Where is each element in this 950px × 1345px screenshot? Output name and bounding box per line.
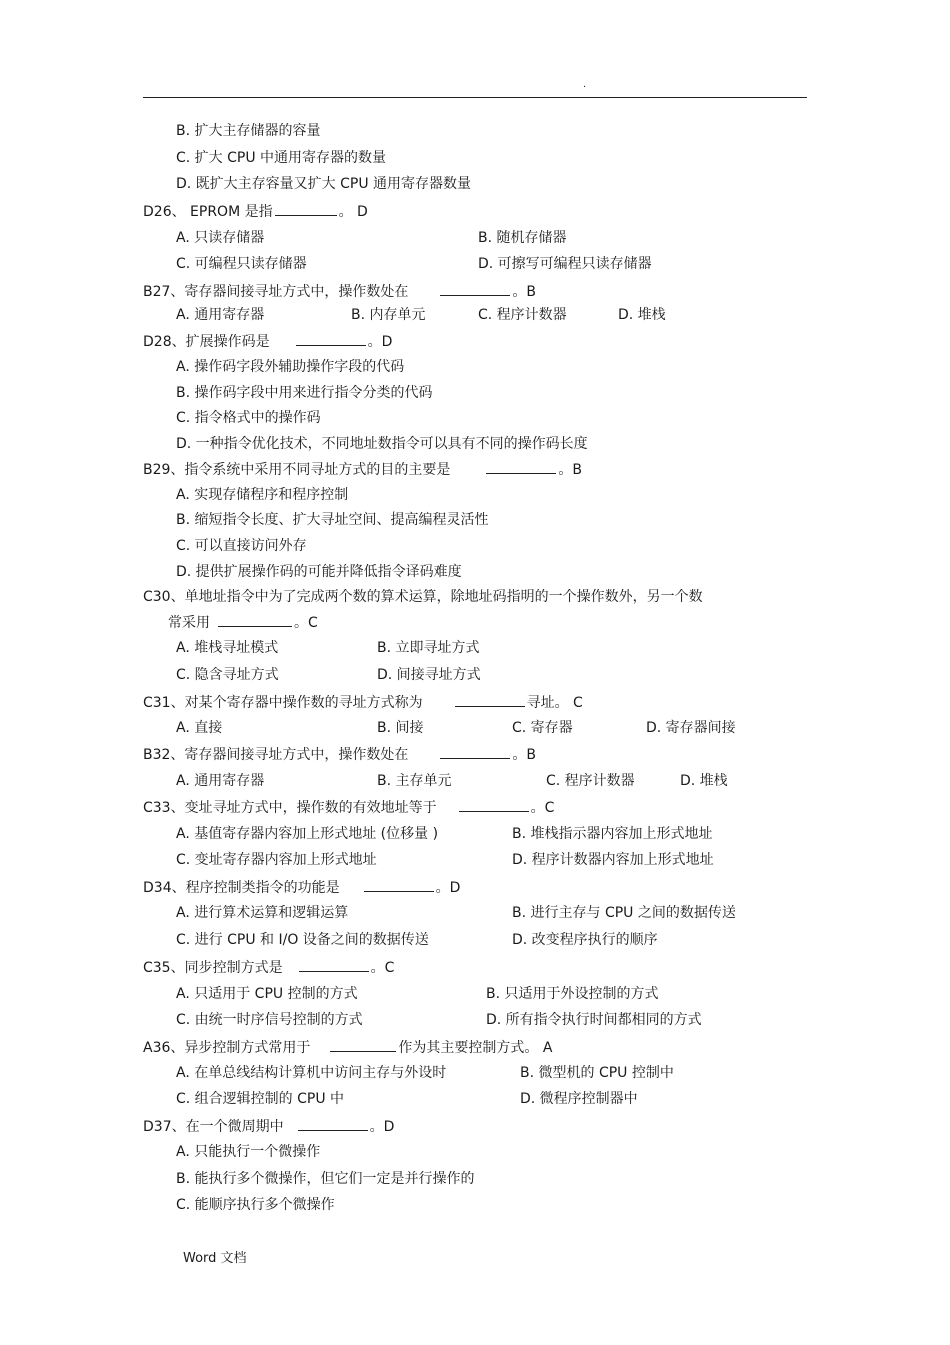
option-q31-a: A. 直接	[176, 720, 223, 736]
question-29	[143, 459, 582, 479]
footer-label: Word 文档	[183, 1251, 247, 1266]
option-q34-a: A. 进行算术运算和逻辑运算	[176, 905, 349, 921]
question-stem: B32、寄存器间接寻址方式中，操作数处在	[143, 747, 409, 763]
question-stem: C31、对某个寄存器中操作数的寻址方式称为	[143, 695, 423, 711]
answer-blank	[486, 459, 556, 474]
options-q26-row2	[176, 254, 876, 274]
option-q29-d: D. 提供扩展操作码的可能并降低指令译码难度	[176, 564, 462, 580]
option-q26-b: B. 随机存储器	[478, 230, 567, 246]
answer-key: 。B	[512, 284, 537, 300]
answer-blank	[299, 957, 369, 972]
answer-key: 。D	[435, 880, 461, 896]
option-q32-b: B. 主存单元	[377, 773, 452, 789]
option-q26-a: A. 只读存储器	[176, 230, 265, 246]
options-q35-row2	[176, 1010, 876, 1030]
question-35	[143, 957, 394, 977]
option-q33-a: A. 基值寄存器内容加上形式地址 (位移量 )	[176, 826, 439, 842]
option-q35-c: C. 由统一时序信号控制的方式	[176, 1012, 363, 1028]
option-q31-b: B. 间接	[377, 720, 424, 736]
question-stem: 常采用	[168, 615, 210, 631]
answer-key: 。B	[558, 462, 583, 478]
option-q27-a: A. 通用寄存器	[176, 307, 265, 323]
option-q31-c: C. 寄存器	[512, 720, 573, 736]
question-stem: B29、指令系统中采用不同寻址方式的目的主要是	[143, 462, 451, 478]
question-stem: D34、程序控制类指令的功能是	[143, 880, 340, 896]
option-q33-c: C. 变址寄存器内容加上形式地址	[176, 852, 377, 868]
option-q29-b: B. 缩短指令长度、扩大寻址空间、提高编程灵活性	[176, 512, 489, 528]
options-q36-row1	[176, 1063, 876, 1083]
option-q34-b: B. 进行主存与 CPU 之间的数据传送	[512, 905, 736, 921]
options-q36-row2	[176, 1089, 876, 1109]
question-30: C30、单地址指令中为了完成两个数的算术运算，除地址码指明的一个操作数外，另一个数	[143, 589, 703, 605]
question-30-continued	[168, 612, 318, 632]
answer-key: 。C	[370, 960, 395, 976]
option-q32-d: D. 堆栈	[680, 773, 728, 789]
option-q32-a: A. 通用寄存器	[176, 773, 265, 789]
option-q28-d: D. 一种指令优化技术，不同地址数指令可以具有不同的操作码长度	[176, 436, 588, 452]
question-stem: C35、同步控制方式是	[143, 960, 283, 976]
question-stem: A36、异步控制方式常用于	[143, 1040, 311, 1056]
options-q27	[176, 305, 876, 325]
question-stem: C33、变址寻址方式中，操作数的有效地址等于	[143, 800, 437, 816]
option-q36-c: C. 组合逻辑控制的 CPU 中	[176, 1091, 345, 1107]
answer-blank	[440, 281, 510, 296]
answer-blank	[298, 1116, 368, 1131]
question-37	[143, 1116, 394, 1136]
option-q30-a: A. 堆栈寻址模式	[176, 640, 279, 656]
option-q29-a: A. 实现存储程序和程序控制	[176, 487, 349, 503]
option-q30-b: B. 立即寻址方式	[377, 640, 480, 656]
option-q37-b: B. 能执行多个微操作，但它们一定是并行操作的	[176, 1171, 475, 1187]
option-q26-d: D. 可擦写可编程只读存储器	[478, 256, 652, 272]
answer-blank	[330, 1037, 396, 1052]
option-q27-d: D. 堆栈	[618, 307, 666, 323]
question-stem: B27、寄存器间接寻址方式中，操作数处在	[143, 284, 409, 300]
answer-blank	[296, 331, 366, 346]
option-q37-a: A. 只能执行一个微操作	[176, 1144, 321, 1160]
answer-key: 。 D	[338, 204, 368, 220]
question-31	[143, 692, 583, 712]
answer-key: 。C	[530, 800, 555, 816]
option-q27-b: B. 内存单元	[351, 307, 426, 323]
answer-blank	[440, 744, 510, 759]
answer-blank	[275, 201, 337, 216]
options-q34-row1	[176, 903, 876, 923]
answer-key: 。C	[294, 615, 318, 631]
option-q34-d: D. 改变程序执行的顺序	[512, 932, 658, 948]
option-q29-c: C. 可以直接访问外存	[176, 538, 307, 554]
options-q31	[176, 718, 876, 738]
option-q25-d: D. 既扩大主存容量又扩大 CPU 通用寄存器数量	[176, 176, 472, 192]
question-27	[143, 281, 536, 301]
answer-key: 。B	[512, 747, 537, 763]
question-34	[143, 877, 460, 897]
option-q27-c: C. 程序计数器	[478, 307, 567, 323]
option-q26-c: C. 可编程只读存储器	[176, 256, 307, 272]
answer-blank	[455, 692, 525, 707]
option-q25-c: C. 扩大 CPU 中通用寄存器的数量	[176, 150, 387, 166]
option-q28-a: A. 操作码字段外辅助操作字段的代码	[176, 359, 405, 375]
options-q33-row1	[176, 824, 876, 844]
option-q36-a: A. 在单总线结构计算机中访问主存与外设时	[176, 1065, 447, 1081]
option-q35-b: B. 只适用于外设控制的方式	[486, 986, 659, 1002]
question-stem: D26、 EPROM 是指	[143, 204, 273, 220]
option-q37-c: C. 能顺序执行多个微操作	[176, 1197, 335, 1213]
options-q34-row2	[176, 930, 876, 950]
option-q32-c: C. 程序计数器	[546, 773, 635, 789]
question-stem: D37、在一个微周期中	[143, 1119, 284, 1135]
answer-key: 。D	[367, 334, 393, 350]
option-q34-c: C. 进行 CPU 和 I/O 设备之间的数据传送	[176, 932, 429, 948]
header-rule	[143, 97, 807, 98]
options-q30-row2	[176, 665, 876, 685]
option-q33-d: D. 程序计数器内容加上形式地址	[512, 852, 714, 868]
option-q35-d: D. 所有指令执行时间都相同的方式	[486, 1012, 702, 1028]
answer-key: 。D	[369, 1119, 395, 1135]
option-q30-d: D. 间接寻址方式	[377, 667, 481, 683]
question-26	[143, 201, 368, 221]
option-q35-a: A. 只适用于 CPU 控制的方式	[176, 986, 358, 1002]
question-33	[143, 797, 554, 817]
options-q33-row2	[176, 850, 876, 870]
answer-blank	[364, 877, 434, 892]
option-q25-b: B. 扩大主存储器的容量	[176, 123, 321, 139]
option-q36-b: B. 微型机的 CPU 控制中	[520, 1065, 674, 1081]
answer-key: 寻址。 C	[526, 695, 583, 711]
options-q26-row1	[176, 228, 876, 248]
option-q30-c: C. 隐含寻址方式	[176, 667, 279, 683]
question-36	[143, 1037, 552, 1057]
option-q28-b: B. 操作码字段中用来进行指令分类的代码	[176, 385, 433, 401]
answer-key: 作为其主要控制方式。 A	[398, 1040, 553, 1056]
question-28	[143, 331, 392, 351]
option-q36-d: D. 微程序控制器中	[520, 1091, 638, 1107]
options-q30-row1	[176, 638, 876, 658]
question-stem: D28、扩展操作码是	[143, 334, 270, 350]
option-q33-b: B. 堆栈指示器内容加上形式地址	[512, 826, 713, 842]
option-q31-d: D. 寄存器间接	[646, 720, 736, 736]
answer-blank	[218, 612, 292, 627]
answer-blank	[459, 797, 529, 812]
question-32	[143, 744, 536, 764]
option-q28-c: C. 指令格式中的操作码	[176, 410, 321, 426]
options-q35-row1	[176, 984, 876, 1004]
options-q32	[176, 771, 876, 791]
header-dot: .	[583, 79, 587, 90]
